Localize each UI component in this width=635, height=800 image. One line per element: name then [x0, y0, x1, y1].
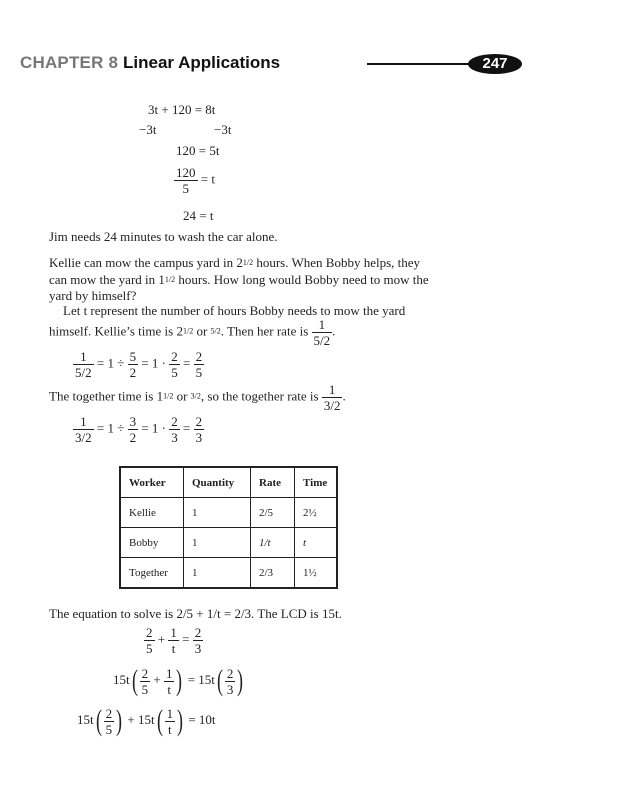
setup-line1: Let t represent the number of hours Bobby needs to mow the yard: [63, 303, 406, 318]
cell-quantity: 1: [184, 528, 251, 558]
problem-paragraph: Kellie can mow the campus yard in 21/2 hours. When Bobby helps, they can mow the yard in 11/2 hours. How long would Bobby need to mow the yard by himself?: [49, 255, 429, 303]
solve1-fraction: $\frac{120}{5}$ = t: [176, 165, 215, 196]
table-row: [120, 558, 337, 589]
calc1-equation: $\frac{1}{5/2}$ = 1 ÷ $\frac{5}{2}$ = 1 · $\frac{2}{5}$ = $\frac{2}{5}$: [75, 349, 203, 380]
equation-text: The equation to solve is 2/5 + 1/t = 2/3. The LCD is 15t.: [49, 606, 342, 621]
chapter-title: Linear Applications: [123, 53, 281, 72]
table-row: [120, 528, 337, 558]
work-table: [119, 466, 338, 589]
calc2-equation: $\frac{1}{3/2}$ = 1 ÷ $\frac{3}{2}$ = 1 · $\frac{2}{3}$ = $\frac{2}{3}$: [75, 414, 203, 445]
eq3: 15t( $\frac{2}{5}$ ) + 15t( $\frac{1}{t}$ ) = 10t: [77, 704, 216, 737]
header-quantity: Quantity: [184, 467, 251, 498]
chapter-label: CHAPTER 8: [20, 53, 119, 72]
solve1-line5: 24 = t: [183, 208, 214, 223]
eq1: $\frac{2}{5}$ + $\frac{1}{t}$ = $\frac{2}{3}$: [146, 625, 202, 656]
solve1-line3: 120 = 5t: [176, 143, 220, 158]
conclusion-text: Jim needs 24 minutes to wash the car alone.: [49, 229, 278, 244]
solve1-line2b: −3t: [214, 122, 232, 137]
cell-time: 2½: [295, 498, 338, 528]
eq2: 15t( $\frac{2}{5}$ + $\frac{1}{t}$ ) = 15t( $\frac{2}{3}$ ): [113, 664, 244, 697]
cell-rate: 2/5: [251, 498, 295, 528]
cell-quantity: 1: [184, 498, 251, 528]
header-rate: Rate: [251, 467, 295, 498]
cell-worker: Kellie: [120, 498, 184, 528]
header-worker: Worker: [120, 467, 184, 498]
table-header-row: [120, 467, 337, 498]
header-rule: [367, 63, 479, 65]
cell-worker: Together: [120, 558, 184, 589]
table-row: [120, 498, 337, 528]
cell-quantity: 1: [184, 558, 251, 589]
header-time: Time: [295, 467, 338, 498]
cell-rate: 2/3: [251, 558, 295, 589]
page-number: 247: [468, 54, 522, 74]
solve1-line2a: −3t: [139, 122, 157, 137]
cell-rate: 1/t: [251, 528, 295, 558]
solve1-line1: 3t + 120 = 8t: [148, 102, 216, 117]
cell-worker: Bobby: [120, 528, 184, 558]
cell-time: 1½: [295, 558, 338, 589]
cell-time: t: [295, 528, 338, 558]
setup-line2: himself. Kellie’s time is 21/2 or 5/2. Then her rate is $\frac{1}{5/2}$ .: [49, 317, 336, 348]
together-line: The together time is 11/2 or 3/2, so the together rate is $\frac{1}{3/2}$ .: [49, 382, 346, 413]
